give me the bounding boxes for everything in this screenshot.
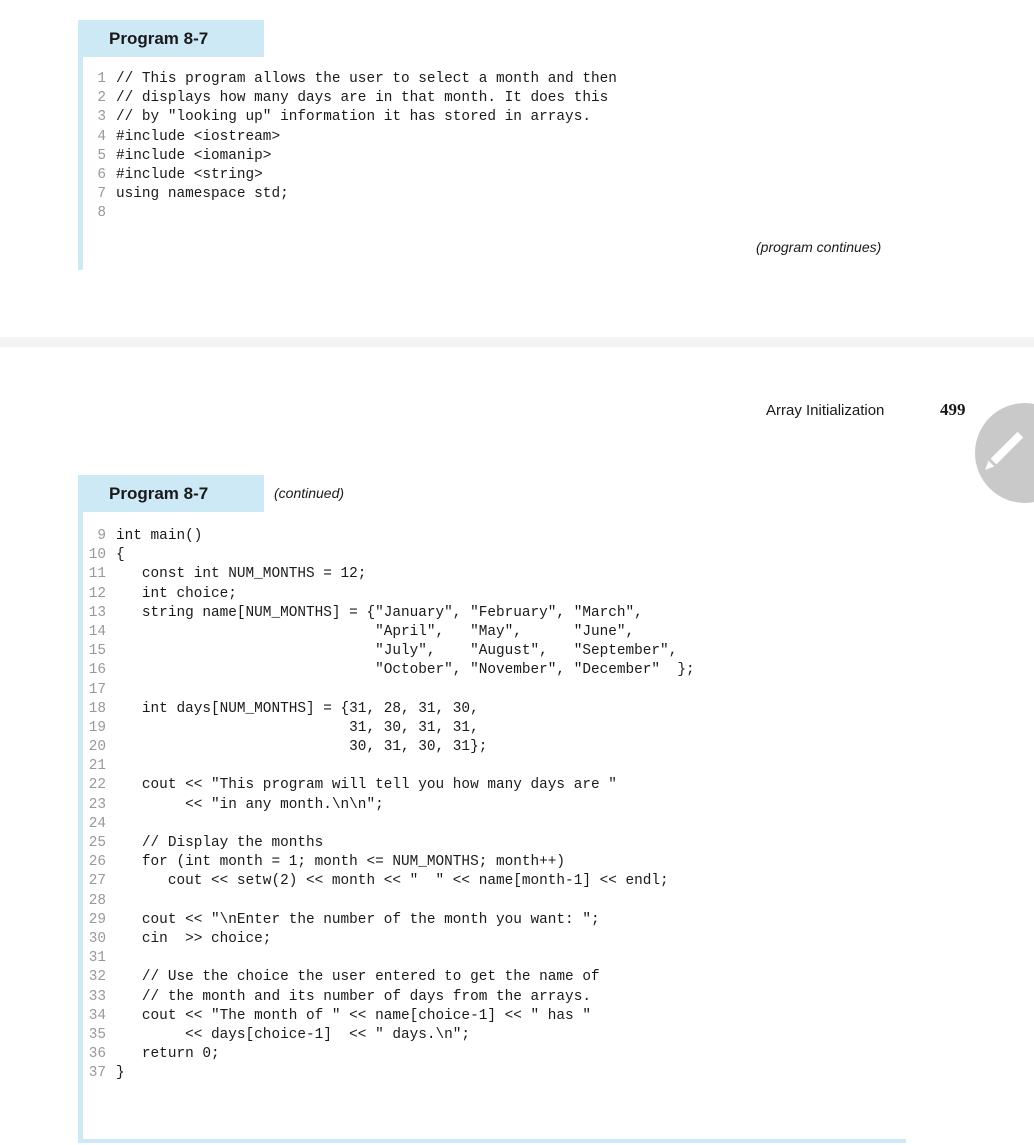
code-line — [78, 204, 617, 223]
line-number: 27 — [88, 873, 106, 890]
code-line — [78, 757, 695, 776]
code-line — [78, 1026, 695, 1045]
code-listing-main — [78, 527, 695, 1083]
code-line — [78, 661, 695, 680]
code-line — [78, 89, 617, 108]
program-label-tab-main — [78, 475, 264, 512]
program-continues-note: (program continues) — [756, 239, 882, 255]
program-block-top — [78, 20, 906, 270]
code-line — [78, 147, 617, 166]
code-text: 30, 31, 30, 31}; — [116, 739, 488, 756]
code-text: #include <iomanip> — [116, 147, 272, 164]
program-label: Program 8-7 — [109, 29, 209, 48]
code-text: int main() — [116, 528, 203, 544]
code-line — [78, 911, 695, 930]
code-line — [78, 834, 695, 853]
line-number: 9 — [97, 528, 106, 544]
code-listing-top — [78, 70, 617, 224]
code-line — [78, 166, 617, 185]
line-number: 28 — [88, 892, 106, 909]
line-number: 16 — [88, 662, 106, 679]
code-text: { — [116, 547, 125, 564]
code-line — [78, 108, 617, 127]
line-number: 23 — [88, 796, 106, 813]
line-number: 32 — [88, 969, 106, 986]
program-label: Program 8-7 — [109, 484, 209, 503]
code-line — [78, 815, 695, 834]
code-line — [78, 892, 695, 911]
line-number: 37 — [88, 1065, 106, 1082]
code-text: 31, 30, 31, 31, — [116, 719, 479, 736]
line-number: 1 — [97, 71, 106, 87]
code-line — [78, 604, 695, 623]
code-text: cout << setw(2) << month << " " << name[month-1] << endl; — [116, 873, 669, 890]
code-text: << days[choice-1] << " days.\n"; — [116, 1026, 471, 1043]
code-text: int choice; — [116, 585, 237, 602]
line-number: 22 — [88, 777, 106, 794]
line-number: 8 — [97, 205, 106, 222]
code-line — [78, 527, 695, 546]
program-bottom-rule — [78, 1139, 906, 1143]
page-separator — [0, 337, 1034, 347]
code-line — [78, 796, 695, 815]
code-line — [78, 968, 695, 987]
program-label-tab — [78, 20, 264, 57]
page-number: 499 — [940, 400, 966, 419]
code-line — [78, 1064, 695, 1083]
code-text: const int NUM_MONTHS = 12; — [116, 566, 367, 583]
line-number: 30 — [88, 930, 106, 947]
code-text: "October", "November", "December" }; — [116, 662, 695, 679]
line-number: 26 — [88, 854, 106, 871]
code-text: #include <string> — [116, 166, 263, 183]
line-number: 20 — [88, 739, 106, 756]
line-number: 35 — [88, 1026, 106, 1043]
code-line — [78, 623, 695, 642]
code-line — [78, 585, 695, 604]
code-text: } — [116, 1065, 125, 1082]
code-text: // Display the months — [116, 835, 324, 851]
code-line — [78, 719, 695, 738]
code-line — [78, 930, 695, 949]
code-line — [78, 988, 695, 1007]
code-text: // This program allows the user to select a month and then — [116, 71, 617, 87]
line-number: 2 — [97, 90, 106, 107]
line-number: 29 — [88, 911, 106, 928]
code-line — [78, 70, 617, 89]
line-number: 34 — [88, 1007, 106, 1024]
line-number: 24 — [88, 815, 106, 832]
code-text: string name[NUM_MONTHS] = {"January", "February", "March", — [116, 604, 643, 621]
line-number: 19 — [88, 719, 106, 736]
line-number: 31 — [88, 950, 106, 967]
line-number: 3 — [97, 109, 106, 126]
code-line — [78, 1007, 695, 1026]
code-text: cout << "This program will tell you how many days are " — [116, 777, 617, 794]
code-line — [78, 949, 695, 968]
pencil-icon — [975, 403, 1034, 503]
continued-label: (continued) — [274, 485, 345, 501]
code-text: // Use the choice the user entered to get the name of — [116, 969, 600, 986]
line-number: 25 — [88, 835, 106, 851]
code-text: using namespace std; — [116, 186, 289, 203]
code-text: "April", "May", "June", — [116, 623, 635, 640]
line-number: 21 — [88, 758, 106, 775]
code-text: // displays how many days are in that month. It does this — [116, 90, 609, 107]
code-line — [78, 738, 695, 757]
line-number: 6 — [97, 166, 106, 183]
line-number: 14 — [88, 623, 106, 640]
program-block-main — [78, 475, 906, 1140]
line-number: 17 — [88, 681, 106, 698]
code-line — [78, 853, 695, 872]
running-head-title: Array Initialization — [766, 402, 885, 419]
code-text: // the month and its number of days from the arrays. — [116, 988, 591, 1005]
line-number: 5 — [97, 147, 106, 164]
line-number: 4 — [97, 128, 106, 145]
code-line — [78, 681, 695, 700]
line-number: 12 — [88, 585, 106, 602]
code-line — [78, 872, 695, 891]
line-number: 11 — [88, 566, 106, 583]
code-text: cin >> choice; — [116, 930, 272, 947]
code-line — [78, 128, 617, 147]
line-number: 13 — [88, 604, 106, 621]
line-number: 18 — [88, 700, 106, 717]
code-line — [78, 546, 695, 565]
code-text: cout << "\nEnter the number of the month you want: "; — [116, 911, 600, 928]
code-text: int days[NUM_MONTHS] = {31, 28, 31, 30, — [116, 700, 479, 717]
code-line — [78, 700, 695, 719]
code-line — [78, 776, 695, 795]
code-line — [78, 1045, 695, 1064]
code-text: cout << "The month of " << name[choice-1] << " has " — [116, 1007, 591, 1024]
code-text: for (int month = 1; month <= NUM_MONTHS; month++) — [116, 854, 566, 871]
line-number: 36 — [88, 1046, 106, 1063]
code-text: #include <iostream> — [116, 128, 281, 145]
edit-button[interactable] — [975, 403, 1034, 503]
code-text: "July", "August", "September", — [116, 643, 678, 660]
code-line — [78, 185, 617, 204]
line-number: 10 — [88, 547, 106, 564]
line-number: 15 — [88, 643, 106, 660]
code-text: return 0; — [116, 1046, 220, 1063]
line-number: 33 — [88, 988, 106, 1005]
line-number: 7 — [97, 186, 106, 203]
code-text: // by "looking up" information it has stored in arrays. — [116, 109, 591, 126]
code-text: << "in any month.\n\n"; — [116, 796, 384, 813]
code-line — [78, 642, 695, 661]
code-line — [78, 565, 695, 584]
